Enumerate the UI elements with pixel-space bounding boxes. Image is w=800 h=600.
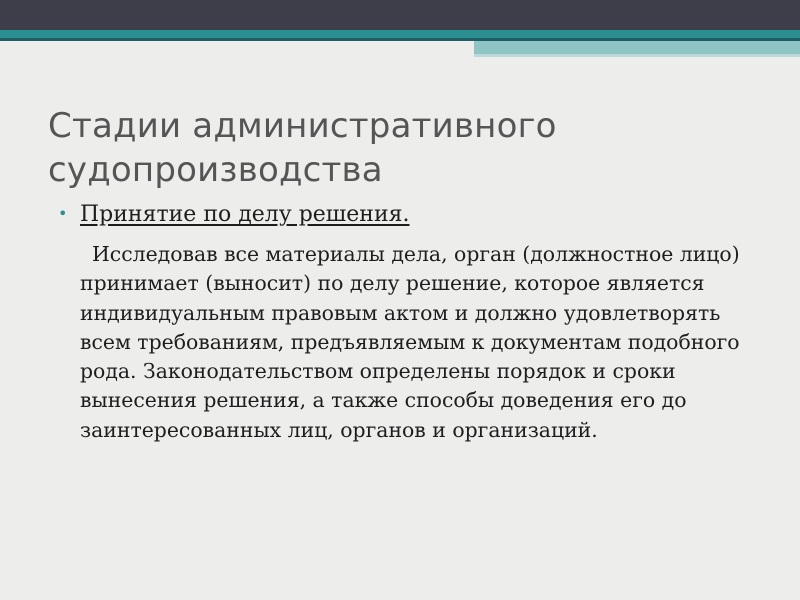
bullet-item [58,200,758,230]
bullet-heading: Принятие по делу решения. [80,202,410,227]
slide-content [58,200,758,445]
bullet-dot-icon: • [58,204,68,223]
top-band [0,0,800,30]
body-paragraph: Исследовав все материалы дела, орган (должностное лицо) принимает (выносит) по делу решение, которое является индивидуальным правовым актом и должно удовлетворять всем требованиям, предъявляемым к документам подобного рода. Законодательством определены порядок и сроки вынесения решения, а также способы доведения его до заинтересованных лиц, органов и организаций. [80,242,740,442]
corner-accent-bar [474,41,800,54]
accent-bar [0,30,800,38]
slide-title: Стадии административного судопроизводства [48,106,557,190]
corner-accent-bar-light [474,54,800,57]
